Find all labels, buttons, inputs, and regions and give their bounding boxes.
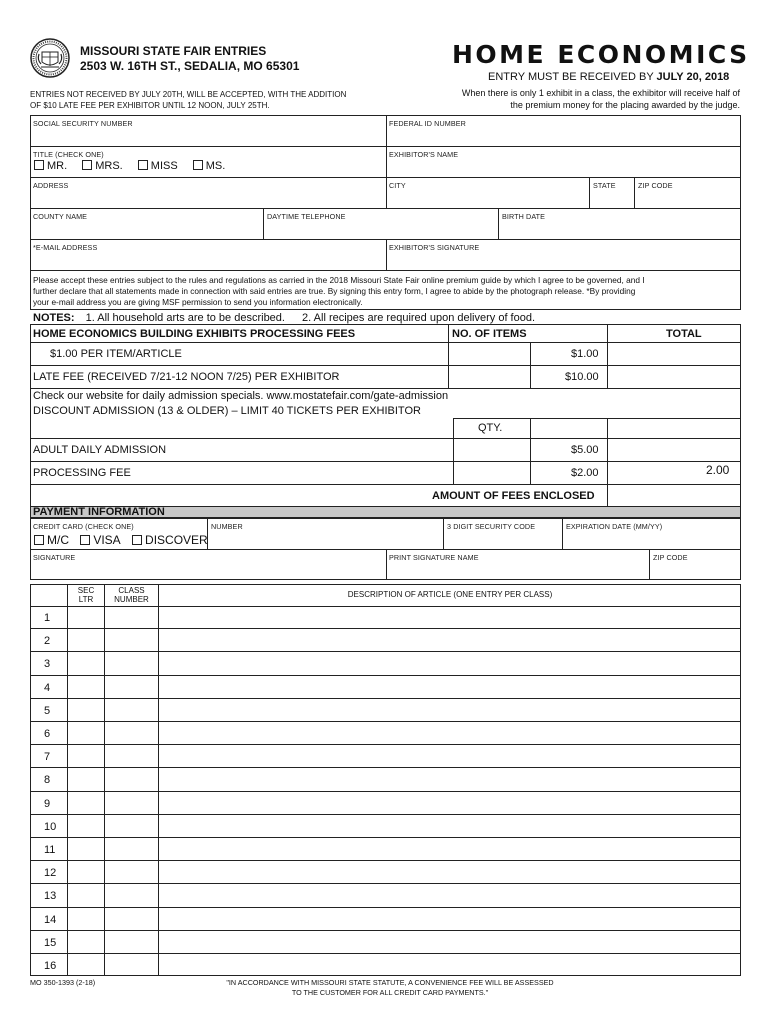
table-row [30,629,741,652]
table-row [30,606,741,629]
sec-ltr-input[interactable] [68,652,104,674]
amount-enclosed-label: AMOUNT OF FEES ENCLOSED [432,490,595,502]
row-number: 7 [44,751,51,764]
description-input[interactable] [159,699,740,721]
late-fee-total-input[interactable] [608,366,740,387]
late-notice-line1: ENTRIES NOT RECEIVED BY JULY 20TH, WILL BE ACCEPTED, WITH THE ADDITION [30,90,347,99]
title-option-ms[interactable]: MS. [193,160,226,172]
row-number: 5 [44,704,51,717]
table-row [30,652,741,675]
security-code-field[interactable]: 3 DIGIT SECURITY CODE [447,522,536,531]
class-number-input[interactable] [105,652,158,674]
class-number-input[interactable] [105,745,158,767]
row-number: 15 [44,936,57,949]
col-description: DESCRIPTION OF ARTICLE (ONE ENTRY PER CLASS) [347,590,553,599]
sec-ltr-input[interactable] [68,838,104,860]
class-number-input[interactable] [105,861,158,883]
discount-line: DISCOUNT ADMISSION (13 & OLDER) – LIMIT 40 TICKETS PER EXHIBITOR [33,405,421,417]
col-sec-ltr: SEC LTR [77,586,95,604]
credit-card-label: CREDIT CARD (CHECK ONE) [33,522,134,531]
deadline-notice: ENTRY MUST BE RECEIVED BY JULY 20, 2018 [488,71,730,83]
description-input[interactable] [159,745,740,767]
row-number: 14 [44,913,57,926]
convenience-fee-notice: "IN ACCORDANCE WITH MISSOURI STATE STATUTE, A CONVENIENCE FEE WILL BE ASSESSED TO THE CUSTOMER FOR ALL CREDIT CARD PAYMENTS." [226,978,554,997]
description-input[interactable] [159,792,740,814]
sec-ltr-input[interactable] [68,768,104,790]
sec-ltr-input[interactable] [68,884,104,906]
per-item-qty-input[interactable] [449,343,529,364]
phone-field[interactable]: DAYTIME TELEPHONE [267,212,346,221]
row-number: 11 [44,844,56,856]
class-number-input[interactable] [105,908,158,930]
table-row [30,838,741,861]
ssn-field[interactable]: SOCIAL SECURITY NUMBER [33,119,133,128]
table-row [30,884,741,907]
payment-header: PAYMENT INFORMATION [33,506,165,518]
state-seal-logo [30,38,70,78]
signature-field[interactable]: EXHIBITOR'S SIGNATURE [389,243,480,252]
class-number-input[interactable] [105,768,158,790]
page-title: HOME ECONOMICS [452,40,750,69]
late-fee-price: $10.00 [565,371,599,383]
amount-enclosed-input[interactable] [608,485,740,506]
title-label: TITLE (CHECK ONE) [33,150,104,159]
notes: NOTES: 1. All household arts are to be described. 2. All recipes are required upon delivery of food. [33,312,536,324]
row-number: 1 [44,612,51,624]
row-number: 16 [44,960,57,972]
row-number: 6 [44,728,51,740]
description-input[interactable] [159,768,740,790]
col-class-number: CLASS NUMBER [114,586,149,604]
per-item-price: $1.00 [571,348,599,360]
card-option-discover[interactable]: DISCOVER [132,533,208,547]
class-number-input[interactable] [105,629,158,651]
description-input[interactable] [159,606,740,628]
payment-signature-field[interactable]: SIGNATURE [33,553,76,562]
table-row [30,699,741,722]
row-number: 9 [44,797,51,810]
card-number-field[interactable]: NUMBER [211,522,243,531]
processing-fee-price: $2.00 [571,467,599,479]
sec-ltr-input[interactable] [68,745,104,767]
late-fee-label: LATE FEE (RECEIVED 7/21-12 NOON 7/25) PER EXHIBITOR [33,371,340,383]
per-item-total-input[interactable] [608,343,740,364]
description-input[interactable] [159,652,740,674]
description-input[interactable] [159,931,740,953]
row-number: 13 [44,890,57,903]
table-row [30,908,741,931]
form-id: MO 350-1393 (2-18) [30,978,96,987]
fees-header: HOME ECONOMICS BUILDING EXHIBITS PROCESSING FEES [33,328,356,340]
col-total: TOTAL [666,328,702,340]
sec-ltr-input[interactable] [68,676,104,698]
sec-ltr-input[interactable] [68,908,104,930]
checkbox[interactable] [80,535,90,545]
table-row [30,745,741,768]
table-row [30,815,741,838]
card-options [34,533,208,547]
payment-zip-field[interactable]: ZIP CODE [653,553,688,562]
col-no-of-items: NO. OF ITEMS [452,328,527,340]
sec-ltr-input[interactable] [68,722,104,744]
county-field[interactable]: COUNTY NAME [33,212,88,221]
card-option-mc[interactable]: M/C [34,533,69,547]
checkbox[interactable] [82,160,92,170]
exhibitor-name-field[interactable]: EXHIBITOR'S NAME [389,150,459,159]
birth-date-field[interactable]: BIRTH DATE [502,212,546,221]
half-premium-line2: the premium money for the placing awarded by the judge. [510,100,740,110]
class-number-input[interactable] [105,676,158,698]
class-number-input[interactable] [105,606,158,628]
adult-admission-label: ADULT DAILY ADMISSION [33,444,167,456]
description-input[interactable] [159,884,740,906]
adult-admission-price: $5.00 [571,444,599,456]
late-notice-line2: OF $10 LATE FEE PER EXHIBITOR UNTIL 12 NOON, JULY 25TH. [30,101,270,110]
sec-ltr-input[interactable] [68,792,104,814]
class-number-input[interactable] [105,838,158,860]
class-number-input[interactable] [105,954,158,976]
qty-label: QTY. [478,422,503,434]
expiration-field[interactable]: EXPIRATION DATE (MM/YY) [566,522,663,531]
federal-id-field[interactable]: FEDERAL ID NUMBER [389,119,466,128]
row-number: 4 [44,681,51,694]
row-number: 12 [44,867,57,880]
sec-ltr-input[interactable] [68,931,104,953]
table-row [30,768,741,791]
table-row [30,792,741,815]
title-options [34,160,237,172]
checkbox[interactable] [193,160,203,170]
sec-ltr-input[interactable] [68,861,104,883]
per-item-label: $1.00 PER ITEM/ARTICLE [50,348,182,360]
card-option-visa[interactable]: VISA [80,533,120,547]
table-row [30,722,741,745]
print-signature-field[interactable]: PRINT SIGNATURE NAME [389,553,479,562]
description-input[interactable] [159,908,740,930]
adult-admission-total-input[interactable] [608,439,740,460]
title-option-mrs[interactable]: MRS. [82,160,123,172]
checkbox[interactable] [132,535,142,545]
state-field[interactable]: STATE [593,181,616,190]
zip-field[interactable]: ZIP CODE [638,181,673,190]
agreement-text: Please accept these entries subject to the rules and regulations as carried in the 2018 Missouri State Fair online premium guide by which I agree to be governed, and I further declare that all statements made in connection with said entries are true. By signing this entry form, I agree to abide by the photograph release. *By providing your e-mail address you are giving MSF permission to send you information electronically. [33,275,645,307]
class-number-input[interactable] [105,931,158,953]
title-option-miss[interactable]: MISS [138,160,178,172]
table-row [30,954,741,977]
table-row [30,931,741,954]
checkbox[interactable] [34,535,44,545]
class-number-input[interactable] [105,792,158,814]
org-name: MISSOURI STATE FAIR ENTRIES [80,44,267,58]
table-row [30,861,741,884]
processing-fee-label: PROCESSING FEE [33,467,131,479]
city-field[interactable]: CITY [389,181,406,190]
description-input[interactable] [159,629,740,651]
sec-ltr-input[interactable] [68,606,104,628]
website-line: Check our website for daily admission specials. www.mostatefair.com/gate-admission [33,390,449,402]
description-input[interactable] [159,676,740,698]
row-number: 10 [44,820,57,833]
email-field[interactable]: *E-MAIL ADDRESS [33,243,98,252]
sec-ltr-input[interactable] [68,699,104,721]
class-number-input[interactable] [105,815,158,837]
half-premium-line1: When there is only 1 exhibit in a class, the exhibitor will receive half of [461,88,740,98]
table-row [30,676,741,699]
processing-fee-total: 2.00 [706,463,730,477]
sec-ltr-input[interactable] [68,815,104,837]
org-address: 2503 W. 16TH ST., SEDALIA, MO 65301 [80,59,300,73]
description-input[interactable] [159,954,740,976]
description-input[interactable] [159,815,740,837]
title-option-mr[interactable]: MR. [34,160,67,172]
address-field[interactable]: ADDRESS [33,181,69,190]
class-number-input[interactable] [105,884,158,906]
row-number: 3 [44,658,51,671]
row-number: 2 [44,635,51,648]
checkbox[interactable] [138,160,148,170]
sec-ltr-input[interactable] [68,629,104,651]
description-input[interactable] [159,838,740,860]
description-input[interactable] [159,861,740,883]
checkbox[interactable] [34,160,44,170]
adult-admission-qty-input[interactable] [454,439,529,460]
class-number-input[interactable] [105,699,158,721]
description-input[interactable] [159,722,740,744]
sec-ltr-input[interactable] [68,954,104,976]
row-number: 8 [44,774,51,787]
class-number-input[interactable] [105,722,158,744]
